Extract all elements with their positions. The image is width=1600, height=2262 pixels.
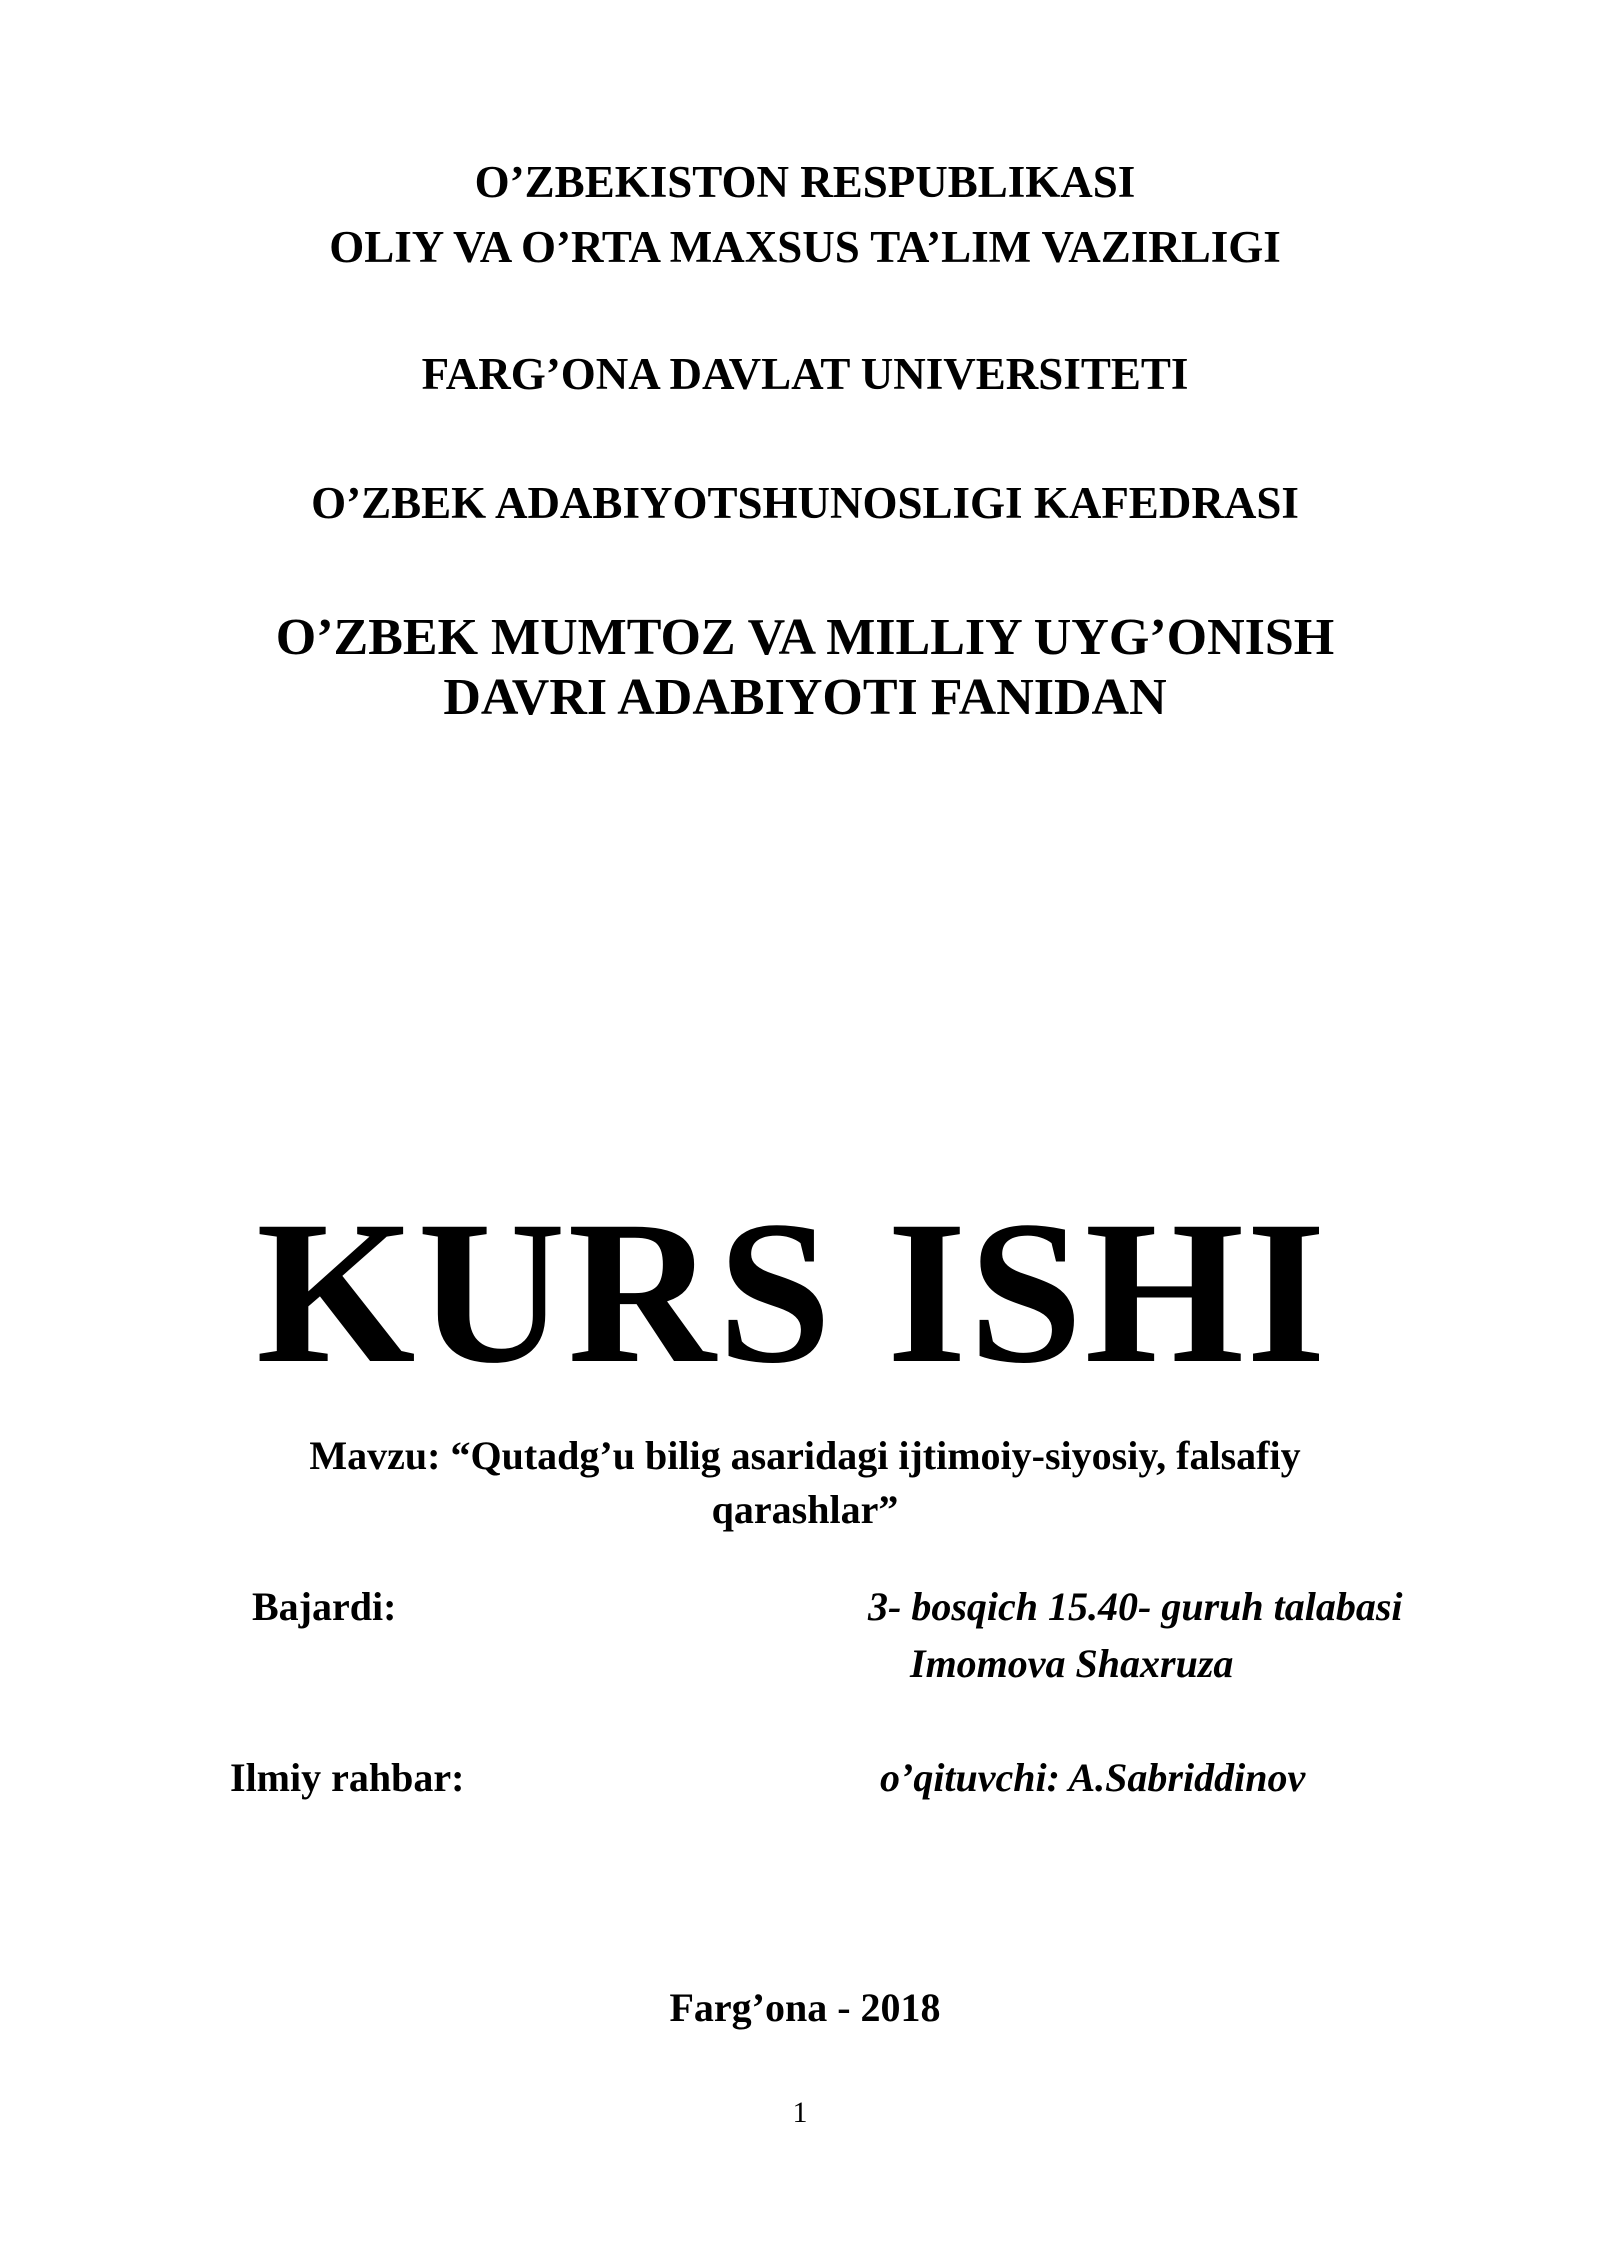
performer-name: Imomova Shaxruza bbox=[910, 1641, 1234, 1686]
subject-line-2: DAVRI ADABIYOTI FANIDAN bbox=[443, 669, 1167, 726]
topic-line-2: qarashlar” bbox=[711, 1487, 899, 1532]
place-year: Farg’ona - 2018 bbox=[669, 1985, 941, 2030]
supervisor-name: o’qituvchi: A.Sabriddinov bbox=[880, 1755, 1306, 1800]
performer-group: 3- bosqich 15.40- guruh talabasi bbox=[868, 1584, 1403, 1629]
university-heading: FARG’ONA DAVLAT UNIVERSITETI bbox=[421, 349, 1189, 399]
supervisor-label: Ilmiy rahbar: bbox=[230, 1755, 465, 1800]
ministry-heading: OLIY VA O’RTA MAXSUS TA’LIM VAZIRLIGI bbox=[329, 222, 1281, 272]
page-number: 1 bbox=[792, 2096, 808, 2129]
document-title: KURS ISHI bbox=[256, 1179, 1328, 1406]
subject-line-1: O’ZBEK MUMTOZ VA MILLIY UYG’ONISH bbox=[275, 609, 1335, 666]
republic-heading: O’ZBEKISTON RESPUBLIKASI bbox=[474, 157, 1136, 207]
performer-label: Bajardi: bbox=[252, 1584, 397, 1629]
topic-line-1: Mavzu: “Qutadg’u bilig asaridagi ijtimoiy-siyosiy, falsafiy bbox=[309, 1433, 1301, 1478]
department-heading: O’ZBEK ADABIYOTSHUNOSLIGI KAFEDRASI bbox=[311, 478, 1299, 528]
